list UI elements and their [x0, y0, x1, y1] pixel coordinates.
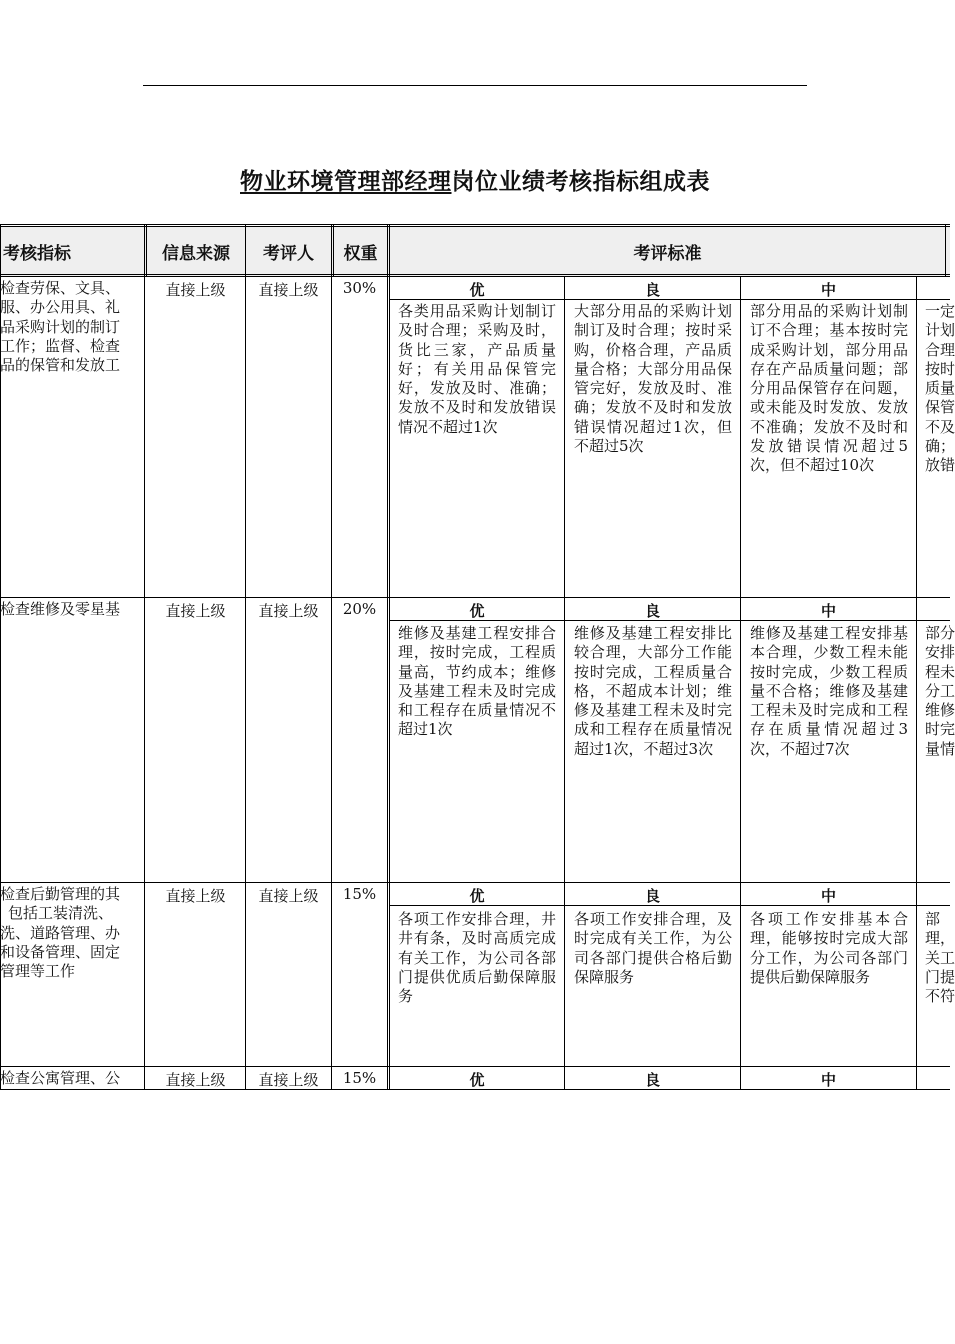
- grade-good-label: 良: [644, 281, 660, 299]
- grade-good-text: 各项工作安排合理，及时完成有关工作，为公司各部门提供合格后勤保障服务: [574, 910, 732, 986]
- header-indicator: 考核指标: [3, 243, 71, 264]
- header-criteria: 考评标准: [633, 243, 702, 264]
- grade-clipped-text: 部分 安排 程未 分工 维修 时完 量情: [925, 624, 955, 758]
- header-weight: 权重: [343, 243, 378, 264]
- evaluator-cell: 直接上级: [258, 602, 319, 620]
- indicator-cell: 检查维修及零星基: [0, 600, 121, 618]
- grade-good-label: 良: [644, 602, 660, 620]
- grade-good-label: 良: [644, 887, 660, 905]
- grade-fair-label: 中: [820, 602, 836, 620]
- grade-excellent-label: 优: [469, 887, 485, 905]
- indicator-cell: 检查劳保、文具、 服、办公用具、礼 品采购计划的制订 工作；监督、检查 品的保管和发放工: [0, 279, 121, 375]
- grade-excellent-text: 维修及基建工程安排合理，按时完成，工程质量高，节约成本；维修及基建工程未及时完成和工程存在质量情况不超过1次: [398, 624, 556, 739]
- weight-cell: 20%: [342, 600, 377, 618]
- grade-excellent-label: 优: [469, 1071, 485, 1089]
- grade-fair-label: 中: [820, 281, 836, 299]
- grade-clipped-text: 一定 计划 合理 按时 质量 保管 不及 确； 放错: [925, 302, 955, 475]
- evaluator-cell: 直接上级: [258, 281, 319, 299]
- grade-good-label: 良: [644, 1071, 660, 1089]
- evaluator-cell: 直接上级: [258, 1071, 319, 1089]
- grade-clipped-text: 部 理， 关工 门提 不符: [925, 910, 955, 1006]
- grade-excellent-text: 各项工作安排合理，井井有条，及时高质完成有关工作，为公司各部门提供优质后勤保障服务: [398, 910, 556, 1006]
- grade-good-text: 维修及基建工程安排比较合理，大部分工作能按时完成，工程质量合格，不超成本计划；维修及基建工程未及时完成和工程存在质量情况超过1次，不超过3次: [574, 624, 732, 758]
- weight-cell: 15%: [342, 885, 377, 903]
- source-cell: 直接上级: [165, 1071, 226, 1089]
- grade-excellent-label: 优: [469, 281, 485, 299]
- evaluator-cell: 直接上级: [258, 887, 319, 905]
- grade-excellent-label: 优: [469, 602, 485, 620]
- grade-fair-text: 维修及基建工程安排基本合理，少数工程未能按时完成，少数工程质量不合格；维修及基建工程未及时完成和工程存在质量情况超过3次，不超过7次: [750, 624, 908, 758]
- title-position-name: 物业环境管理部经理: [240, 169, 452, 195]
- source-cell: 直接上级: [165, 281, 226, 299]
- source-cell: 直接上级: [165, 602, 226, 620]
- grade-excellent-text: 各类用品采购计划制订及时合理；采购及时，货比三家，产品质量好；有关用品保管完好，发放及时、准确；发放不及时和发放错误情况不超过1次: [398, 302, 556, 436]
- header-evaluator: 考评人: [263, 243, 314, 264]
- weight-cell: 30%: [342, 279, 377, 297]
- grade-fair-label: 中: [820, 887, 836, 905]
- indicator-cell: 检查后勤管理的其 包括工装清洗、 洗、道路管理、办 和设备管理、固定 管理等工作: [0, 885, 121, 981]
- grade-fair-text: 各项工作安排基本合理，能够按时完成大部分工作，为公司各部门提供后勤保障服务: [750, 910, 908, 986]
- source-cell: 直接上级: [165, 887, 226, 905]
- title-rest: 岗位业绩考核指标组成表: [451, 169, 710, 195]
- top-rule: [143, 85, 807, 86]
- page-title: [0, 163, 950, 196]
- header-source: 信息来源: [162, 243, 230, 264]
- grade-fair-label: 中: [820, 1071, 836, 1089]
- weight-cell: 15%: [342, 1069, 377, 1087]
- grade-fair-text: 部分用品的采购计划制订不合理；基本按时完成采购计划，部分用品存在产品质量问题；部分用品保管存在问题，或未能及时发放、发放不准确；发放不及时和发放错误情况超过5次，但不超过10次: [750, 302, 908, 475]
- indicator-cell: 检查公寓管理、公: [0, 1069, 121, 1087]
- grade-good-text: 大部分用品的采购计划制订及时合理；按时采购，价格合理，产品质量合格；大部分用品保管完好，发放及时、准确；发放不及时和发放错误情况超过1次，但不超过5次: [574, 302, 732, 456]
